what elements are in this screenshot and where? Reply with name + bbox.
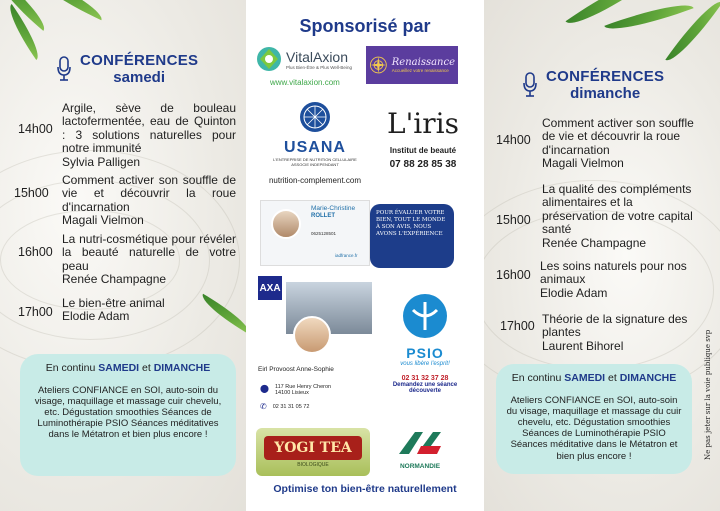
realtor-card [260, 200, 370, 266]
usana-name: USANA [284, 139, 346, 156]
schedule-topic: La qualité des compléments alimentaires et la préservation de votre capital santé [542, 182, 693, 237]
conference-title [546, 68, 664, 103]
left-panel [0, 0, 246, 511]
psio-icon [401, 292, 449, 340]
bubble-title [28, 362, 228, 375]
sponsors-title: Sponsorisé par [299, 16, 431, 36]
schedule-speaker: Laurent Bihorel [542, 338, 624, 353]
schedule-row [496, 260, 696, 300]
mandala-icon [369, 52, 388, 78]
sponsors-panel [246, 0, 484, 511]
palm-leaf [604, 0, 693, 39]
palm-leaf [29, 0, 107, 20]
psio-phone[interactable]: 02 31 32 37 28 [401, 375, 449, 382]
liris-subtitle: Institut de beauté [389, 146, 457, 155]
conference-header [522, 68, 664, 103]
axa-logo [258, 276, 282, 300]
usana-logo [260, 100, 370, 185]
schedule-hour: 15h00 [496, 213, 531, 227]
schedule-hour: 15h00 [14, 186, 49, 200]
sponsors-footer: Optimise ton bien-être naturellement [273, 483, 457, 495]
vitalaxion-icon [256, 46, 282, 72]
schedule-speaker: Elodie Adam [540, 285, 608, 300]
liris-name: L'iris [387, 107, 459, 140]
credit-agricole-logo [392, 428, 448, 470]
liris-phone[interactable]: 07 88 28 85 38 [389, 159, 457, 170]
schedule-hour: 17h00 [18, 305, 53, 319]
realtor-phone[interactable]: 0625128501 [311, 231, 337, 236]
schedule-speaker: Elodie Adam [62, 309, 130, 324]
microphone-icon [522, 72, 538, 98]
schedule-speaker: Renée Champagne [62, 272, 167, 287]
continuous-activities-bubble [20, 354, 236, 476]
psio-cta: Demandez une séance découverte [392, 382, 458, 394]
bubble-body: Ateliers CONFIANCE en SOI, auto-soin du visage, maquillage et massage du cuir chevelu, etc. Dégustation smoothies Séances de Luminothérapie PSIO Séances méditative dans le Métatron et bien plus encore ! [506, 394, 682, 462]
vertical-note: Ne pas jeter sur la voie publique svp [704, 329, 712, 460]
realtor-last-name: ROLLET [311, 213, 335, 219]
credit-agricole-sub: NORMANDIE [399, 463, 441, 470]
bubble-body: Ateliers CONFIANCE en SOI, auto-soin du visage, maquillage et massage cuir chevelu, etc. Dégustation smoothies Séances de Luminothérapie PSIO Séances méditatives dans le Métatron et bien plus encore ! [34, 384, 222, 441]
psio-logo [380, 292, 470, 394]
usana-globe-icon [298, 100, 332, 134]
usana-tagline: L'ENTREPRISE DE NUTRITION CELLULAIRE [273, 157, 357, 162]
conference-day: dimanche [570, 85, 641, 103]
yogitea-logo [256, 428, 370, 476]
bubble-prefix: En continu [511, 372, 565, 384]
schedule-topic: Le bien-être animal [62, 296, 165, 310]
axa-phone[interactable]: 02 31 31 05 72 [272, 403, 310, 410]
schedule-row [496, 183, 696, 250]
schedule-row [18, 102, 236, 169]
realtor-slogan: POUR ÉVALUER VOTRE BIEN, TOUT LE MONDE À SON AVIS, NOUS AVONS L'EXPÉRIENCE [376, 210, 446, 238]
renaissance-logo [366, 46, 458, 84]
yogitea-badge [264, 436, 362, 460]
realtor-slogan-card [370, 204, 454, 268]
renaissance-tagline: Accueillez votre renaissance [391, 68, 449, 73]
schedule-hour: 14h00 [18, 122, 53, 136]
liris-logo [370, 107, 476, 170]
realtor-brand: iadfrance.fr [335, 253, 358, 258]
bubble-title [504, 372, 684, 385]
bubble-day2: DIMANCHE [619, 372, 677, 384]
vertical-note-container [694, 300, 712, 470]
schedule-row [500, 313, 696, 353]
credit-agricole-icon [395, 428, 445, 458]
axa-agent: Eirl Provoost Anne-Sophie [258, 366, 334, 373]
axa-address-block [260, 384, 370, 411]
schedule-hour: 17h00 [500, 319, 535, 333]
schedule-topic: La nutri-cosmétique pour révéler la beauté naturelle de votre peau [62, 232, 236, 273]
vitalaxion-url[interactable]: www.vitalaxion.com [270, 78, 340, 87]
psio-slogan: vous libère l'esprit! [400, 361, 450, 367]
axa-address-line2: 14100 Lisieux [274, 390, 309, 396]
bubble-day1: SAMEDI [98, 362, 140, 374]
schedule-topic: Comment activer son souffle de vie et découvrir la roue d'incarnation [542, 116, 694, 157]
schedule-hour: 16h00 [496, 268, 531, 282]
vitalaxion-name: VitalAxion [286, 48, 349, 65]
schedule-speaker: Sylvia Palligen [62, 154, 141, 169]
schedule-speaker: Magali Vielmon [62, 213, 144, 228]
conference-title-line1: CONFÉRENCES [546, 68, 665, 85]
conference-title [80, 52, 198, 87]
schedule-topic: Argile, sève de bouleau lactofermentée, eau de Quinton : 3 solutions naturelles pour notre immunité [62, 101, 236, 156]
conference-header [56, 52, 198, 87]
location-pin-icon: ⬤ [260, 384, 269, 393]
yogitea-name: YOGI TEA [274, 440, 352, 456]
bubble-day1: SAMEDI [564, 372, 606, 384]
bubble-and: et [605, 372, 620, 384]
schedule-row [18, 233, 236, 287]
renaissance-name: Renaissance [391, 57, 455, 68]
phone-icon: ✆ [260, 402, 267, 411]
schedule-topic: Comment activer son souffle de vie et découvrir la roue d'incarnation [62, 173, 236, 214]
schedule-row [18, 297, 236, 324]
axa-name: AXA [259, 282, 281, 294]
bubble-prefix: En continu [45, 362, 99, 374]
agent-avatar [293, 316, 331, 354]
schedule-topic: Les soins naturels pour nos animaux [540, 259, 687, 287]
bubble-day2: DIMANCHE [153, 362, 211, 374]
yogitea-sub: BIOLOGIQUE [297, 462, 329, 468]
vitalaxion-tagline: Plus Bien-Être & Plus Well-Being [286, 64, 352, 70]
avatar [271, 209, 301, 239]
schedule-topic: Théorie de la signature des plantes [542, 312, 688, 340]
usana-sub: ASSOCIE INDEPENDANT [291, 162, 339, 167]
realtor-first-name: Marie-Christine [311, 205, 356, 212]
microphone-icon [56, 56, 72, 82]
psio-name: PSIO [406, 345, 444, 361]
right-panel [484, 0, 720, 511]
bubble-and: et [139, 362, 154, 374]
schedule-speaker: Renée Champagne [542, 235, 647, 250]
vitalaxion-logo [256, 46, 366, 87]
schedule-row [14, 174, 236, 228]
schedule-row [496, 117, 694, 171]
axa-address-line1: 117 Rue Henry Cheron [274, 384, 332, 390]
conference-title-line1: CONFÉRENCES [80, 52, 199, 69]
conference-day: samedi [113, 69, 165, 87]
schedule-speaker: Magali Vielmon [542, 156, 624, 171]
continuous-activities-bubble [496, 364, 692, 474]
usana-url[interactable]: nutrition-complement.com [268, 176, 362, 185]
schedule-hour: 14h00 [496, 133, 531, 147]
schedule-hour: 16h00 [18, 245, 53, 259]
